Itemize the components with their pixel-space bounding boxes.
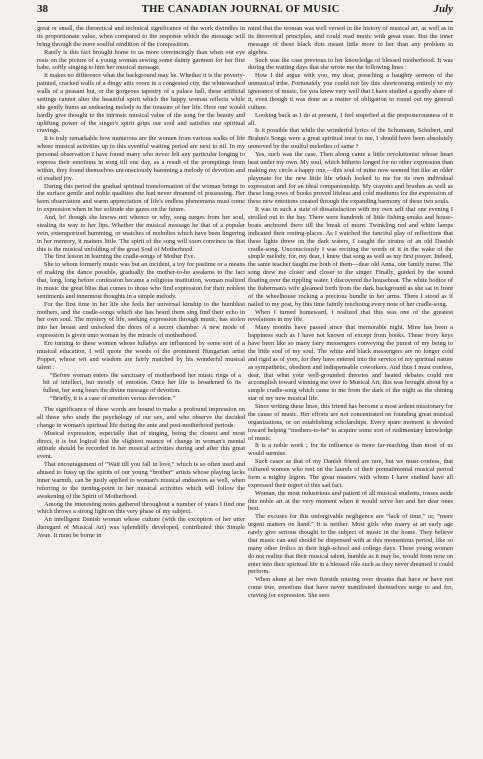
- paragraph: Musical expression, especially that of singing, being the closest and most direct, it is but logical that the slightest nuance of change in woman's mental attitude should be recorded in her musical activities during and after this great event.: [37, 429, 245, 461]
- paragraph: When alone at her own fireside musing over dreams that have or have not come true, emotions that have never manifested themselves surge to and fro, craving for expression. She sees: [248, 576, 453, 599]
- paragraph: Such was the case previous to her knowledge of blessed motherhood. It was during the waiting days that she wrote me the following lines :: [248, 56, 453, 72]
- left-column: [37, 25, 245, 753]
- paragraph: How I did argue with you, my dear, preaching a haughty sermon of the unmusical tribe. Fortunately you could not lay this shortcoming entirely to my ignorance of music, for you knew very well that I have studied a goodly share of it, even though it was done as a matter of obligation to round out my general culture.: [248, 72, 453, 111]
- paragraph: It is truly remarkable how numerous are the women from various walks of life whose musical activities up to this eventful waiting period are next to nil. In my personal observation I have found many who never felt any particular longing to express their emotions in song till one day, as a result of the promptings from within, they found themselves unconsciously humming a melody of devotion and of exalted joy.: [37, 135, 245, 182]
- paragraph: Ere turning to these women whose lullabys are influenced by some sort of a musical education, I will quote the words of the prominent Hungarian artist Popper, whose wit and wisdom are fairly matched by his wonderful musical talent :: [37, 340, 245, 371]
- page-number: 38: [37, 3, 48, 15]
- paragraph: Such cases as that of my Danish friend are rare, but we must confess, that cultured women who rest on the laurels of their prematimonial musical period form a mighty legion. The great masters with whom I have studied have all expressed their regret of this sad fact.: [248, 458, 453, 489]
- paragraph: It makes no difference what the background may be. Whether it is the poverty-painted, cracked walls of a dingy attic room in a congested city, the whitewashed walls of a peasant hut, or the gorgeous tapestry of a palace hall, these artificial settings cannot alter the beautiful spirit which the happy woman reflects while she gently hums an endearing melody to the treasure of her life. Here one would hardly give thought to the intrinsic musical value of the song for the beauty and uplifting power of the singer's spirit grips our soul and satisfies our spiritual cravings.: [37, 72, 245, 135]
- paragraph: During this period the gradual spiritual transformation of the woman brings to the surface gentle and noble qualities she had never dreamed of possessing. Her keen observation and warm appreciation of life's endless phenomena must come to expression when in her solitude she gazes on the future.: [37, 182, 245, 214]
- paragraph: For the first time in her life she feels her universal kinship to the humblest mothers, and the cradle-songs which she has heard them sing find their echo in her own soul. The mystery of life, seeking expression through music, has stolen into her breast and unlocked the doors of a secret chamber. A new mode of expression is given unto woman by the miracle of motherhood.: [37, 300, 245, 340]
- journal-title: THE CANADIAN JOURNAL OF MUSIC: [141, 4, 340, 15]
- paragraph: The excuses for this unforgivable negligence are “lack of time,” or, “more urgent matters on hand.” It is neither. Most girls who marry at an early age rarely give serious thought to the subject of music in the home. They believe that music can and should be dispensed with at this momentous period, like so many other frolics in their high-school and college days. These young women do not realize that their musical talent, humble as it may be, would from now on enter into their spiritual life in a blessed rôle such as they never dreamed it could perform.: [248, 513, 453, 576]
- paragraph: mind that the woman was well versed in the history of musical art, as well as in its theoretical principles, and could read music with great ease. But the inner message of these black dots meant little more to her than any problem in algebra.: [248, 25, 453, 56]
- header-rule: [37, 21, 453, 22]
- paragraph: An intelligent Danish woman whose culture (with the exception of her utter disregard of Musical Art) was splendidly developed, contributed this Simple Avue. It must be borne in: [37, 516, 245, 539]
- paragraph: Many months have passed since that memorable night. Mine has been a happiness such as I have not known of except from books. These ivory keys have been like so many fairy messengers conveying the purest of my being to the little soul of my soul. The white and black messengers are no longer cold and rigid as of yore, for they have entered into the service of my spiritual nature as sympathetic, obedient and indispensable coworkers. And thus I must confess, dear, that what your well-grounded theories and heated debates could not accomplish toward winning me over to Musical Art, this was brought about by a simple cradle-song which came to me from the dark of the night as the shining star of my new musical life.: [248, 324, 453, 403]
- page-header: [37, 3, 453, 21]
- paragraph: It was in such a state of dissatisfaction with my own self that one evening I strolled out to the bay. There were hundreds of little fishing-smaks and house-boats anchored there till the break of morn. Twinkling red and white lamps indicated their resting-places. As I watched the fanciful play of reflections that these lights threw on the dark waters, I caught the strains of an old Danish cradle-song. Unconsciously I was reciting the words of it in the wake of the simple melody, for, my dear, I knew that song as well as my first prayer. Indeed, the same teacher taught me both of them—dear old Anna, our family nurse. The song drew me closer and closer to the singer. Finally, guided by the sound floating over the rippling water, I discovered the houseboat. The white bodice of the fisherman's wife gleamed forth from the dark background as she sat in front of the wheelhouse rocking a precious bundle in her arms. There I stood as if nailed to my post, by this time faintly reechoing every note of her cradle-song.: [248, 206, 453, 308]
- paragraph: Among the interesting notes gathered throughout a number of years I find one which throws a strong light on this very phase of my subject.: [37, 500, 245, 516]
- paragraph: It is a noble work ; for its influence is more far-reaching than most of us would surmise.: [248, 442, 453, 458]
- paragraph: “Before woman enters the sanctuary of motherhood her music rings of a bit of intellect, but mostly of emotion. Once her life is broadened to its fullest, her song bears the divine message of devotion.: [43, 371, 241, 395]
- paragraph: And, lo! though she knows not whence or why, song surges from her soul, stealing its way to her lips. Whether the musical message be that of a popular vein, extemporized humming, or snatches of melodies which have been lingering in her memory, it matters little. The spirit of the song will soon convince us that this is the musical unfolding of the great Soul of Motherhood.: [37, 214, 245, 253]
- paragraph: The significance of these words are bound to make a profound impression on all those who study the psychology of our sex, and who observe the decided change in woman's spiritual life during the ante and post-motherhood periods.: [37, 406, 245, 429]
- paragraph: When I turned homeward, I realized that this was one of the greatest revelations in my life.: [248, 308, 453, 324]
- paragraph: The first lesson in learning the cradle-songs of Mother Eve.: [44, 253, 196, 261]
- paragraph: Rarely is this fact brought home to us more convincingly than when our eye rests on the picture of a young woman sewing some dainty garment for her first babe, softly singing to him her musical message.: [37, 48, 245, 72]
- paragraph: Woman, the most industrious and patient of all musical students, tosses aside this noble art at the very moment when it would serve her and her dear ones best.: [248, 489, 453, 513]
- right-column: [248, 25, 453, 753]
- paragraph: She to whom formerly music was but an incident, a toy for pastime or a means of making the dance possible, gradually the mother-to-be awakens to the fact that, long, long before confession became a religious institution, woman realized in music the great bliss that comes to those who find expression for their noblest sentiments and innermost thoughts in a simple melody.: [37, 261, 245, 300]
- paragraph: Yes, such was the case. Then along came a little revolutionist whose heart beat under my own. My soul, which hitherto longed for no other expression than making my circle a happy one,—this soul of mine now seemed but like an older playmate for the new little life which looked to me for its own individual expression and for an ideal companionship. My crayons and brushes as well as these long rows of books proved lifeless and cold mediums for the expression of these new emotions created through the expanding harmony of these two souls.: [248, 151, 453, 206]
- paragraph: “Briefly, it is a case of emotion versus devotion.”: [50, 395, 176, 403]
- paragraph: Is it possible that while the wonderful lyrics of the Schumann, Schubert, and Brahm's Songs were a great spiritual treat to me, I should have been absolutely unmoved by the soulful melodies of same ?: [248, 127, 453, 151]
- issue-month: July: [433, 3, 453, 15]
- paragraph: Looking back as I do at present, I feel stupefied at the preposterousness of it all.: [248, 111, 453, 127]
- paragraph: Since writing these lines, this friend has become a most ardent missionary for the cause of music. Her efforts are not concentrated on founding great musical organizations, or on establishing scholarships. Every spare moment is devoted toward helping “mothers-to-be” to acquire some sort of rudimentary knowledge of music.: [248, 403, 453, 442]
- paragraph: great or small, the theoretical and technical significance of the work dwindles in its proportionate value, when compared to the response which the message will bring through the mere soulful rendition of the composition.: [37, 25, 245, 48]
- paragraph: That encouragement of “Wait till you fall in love,” which is so often used and abused to fussy up the spirits of our young “brother” artists whose playing lacks inner warmth, can be justly applied to woman's musical endeavors as well, when referring to the turning-point in her musical activities which will follow the awakening of the Spirit of Motherhood.: [37, 461, 245, 500]
